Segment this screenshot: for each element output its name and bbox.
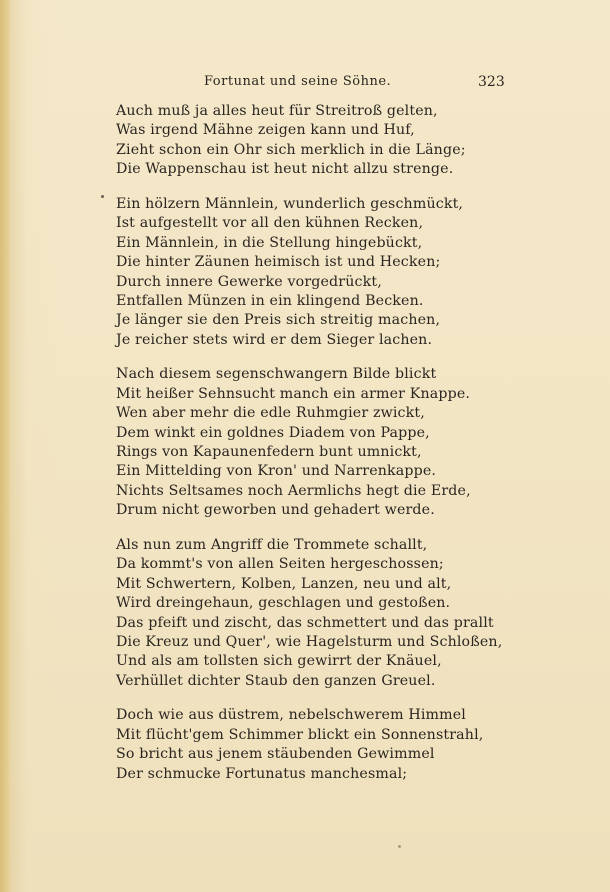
paper-speck [398,845,401,848]
stanza-2 [116,195,516,351]
verse-line: Als nun zum Angriff die Trommete schallt, [116,536,428,553]
verse-line: Ist aufgestellt vor all den kühnen Recken, [116,215,424,232]
page-gutter [0,0,10,892]
verse-line: Wird dreingehaun, geschlagen und gestoßen. [116,595,451,612]
verse-line: Rings von Kapaunenfedern bunt umnickt, [116,444,422,460]
verse-line: Auch muß ja alles heut für Streitroß gelten, [116,103,438,119]
verse-line: Die Kreuz und Quer', wie Hagelsturm und Schloßen, [116,633,503,650]
verse-line: Mit Schwertern, Kolben, Lanzen, neu und alt, [116,575,452,592]
verse-line: Ein Männlein, in die Stellung hingebückt, [116,234,423,251]
verse-line: So bricht aus jenem stäubenden Gewimmel [116,746,435,763]
verse-line: Doch wie aus düstrem, nebelschwerem Himmel [116,707,466,724]
page-number: 323 [478,74,505,90]
verse-line: Je reicher stets wird er dem Sieger lachen. [116,331,433,348]
stanza-3 [116,365,516,521]
verse-line: Nach diesem segenschwangern Bilde blickt [116,366,437,383]
stanza-5 [116,706,516,784]
verse-line: Der schmucke Fortunatus manchesmal; [116,765,408,782]
verse-line: Da kommt's von allen Seiten hergeschossen; [116,556,444,573]
page-header [0,74,610,94]
verse-line: Entfallen Münzen in ein klingend Becken. [116,292,424,309]
verse-line: Zieht schon ein Ohr sich merklich in die Länge; [116,141,466,158]
verse-line: Durch innere Gewerke vorgedrückt, [116,273,382,290]
poem-text [116,102,516,799]
verse-line: Verhüllet dichter Staub den ganzen Greuel. [116,672,436,689]
verse-line: Die hinter Zäunen heimisch ist und Hecken; [116,254,441,271]
verse-line: Ein hölzern Männlein, wunderlich geschmückt, [116,195,464,212]
stanza-1 [116,102,516,180]
stanza-4 [116,536,516,692]
verse-line: Wen aber mehr die edle Ruhmgier zwickt, [116,405,425,422]
verse-line: Das pfeift und zischt, das schmettert und das prallt [116,614,494,631]
verse-line: Dem winkt ein goldnes Diadem von Pappe, [116,424,430,441]
margin-mark [101,195,104,198]
verse-line: Je länger sie den Preis sich streitig machen, [116,312,441,329]
running-title: Fortunat und seine Söhne. [204,74,392,89]
verse-line: Ein Mittelding von Kron' und Narrenkappe. [116,463,437,480]
verse-line: Mit heißer Sehnsucht manch ein armer Knappe. [116,385,471,402]
verse-line: Mit flücht'gem Schimmer blickt ein Sonnenstrahl, [116,726,484,743]
verse-line: Und als am tollsten sich gewirrt der Knäuel, [116,653,442,670]
verse-line: Drum nicht geworben und gehadert werde. [116,502,435,519]
verse-line: Nichts Seltsames noch Aermlichs hegt die Erde, [116,482,471,499]
verse-line: Was irgend Mähne zeigen kann und Huf, [116,122,415,139]
verse-line: Die Wappenschau ist heut nicht allzu strenge. [116,161,454,178]
